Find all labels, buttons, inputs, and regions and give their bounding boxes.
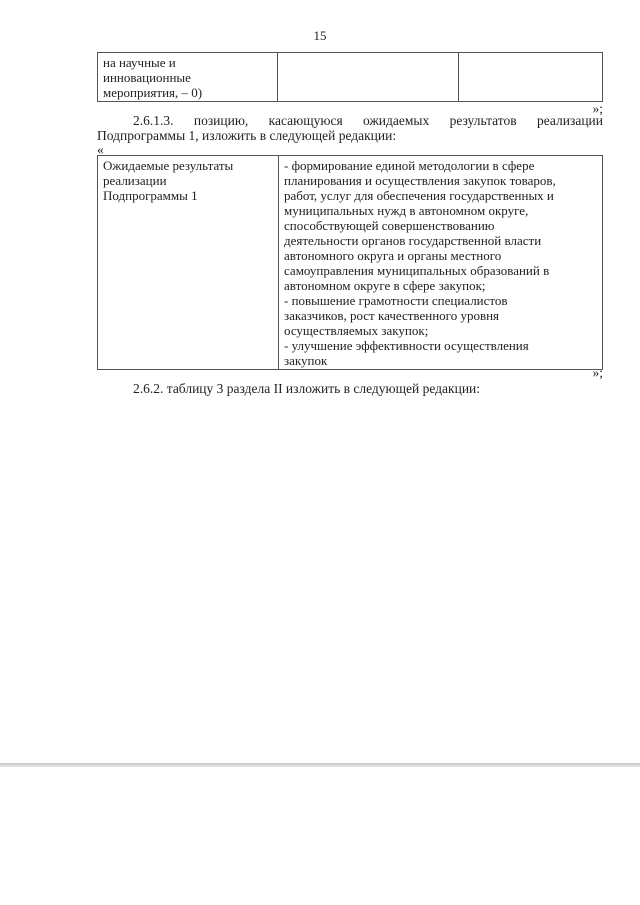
table-row <box>98 156 603 370</box>
table-row <box>98 53 603 102</box>
expected-results-table <box>97 155 603 370</box>
page-bottom-edge <box>0 763 640 767</box>
table-cell <box>278 53 459 102</box>
paragraph-2-6-1-3: 2.6.1.3. позицию, касающуюся ожидаемых результатов реализации <box>133 113 603 128</box>
continued-table <box>97 52 603 102</box>
paragraph-2-6-1-3-continuation: Подпрограммы 1, изложить в следующей редакции: <box>97 128 397 143</box>
paragraph-2-6-2: 2.6.2. таблицу 3 раздела II изложить в следующей редакции: <box>133 381 481 396</box>
page-number: 15 <box>313 28 327 43</box>
opening-quote: « <box>97 142 104 157</box>
table-cell: на научные и инновационные мероприятия, – 0) <box>98 53 278 102</box>
expected-results-content: - формирование единой методологии в сфере планирования и осуществления закупок товаров, работ, услуг для обеспечения государственных и муниципальных нужд в автономном округе, способствующей совершенствованию деятельности органов государственной власти автономного округа и органы местного самоуправления муниципальных образований в автономном округе в сфере закупок; - повышение грамотности специалистов заказчиков, рост качественного уровня осуществляемых закупок; - улучшение эффективности осуществления закупок <box>279 156 603 370</box>
table-cell <box>459 53 603 102</box>
closing-quote-2: »; <box>592 365 603 380</box>
closing-quote: »; <box>592 101 603 116</box>
expected-results-label: Ожидаемые результаты реализации Подпрограммы 1 <box>98 156 279 370</box>
